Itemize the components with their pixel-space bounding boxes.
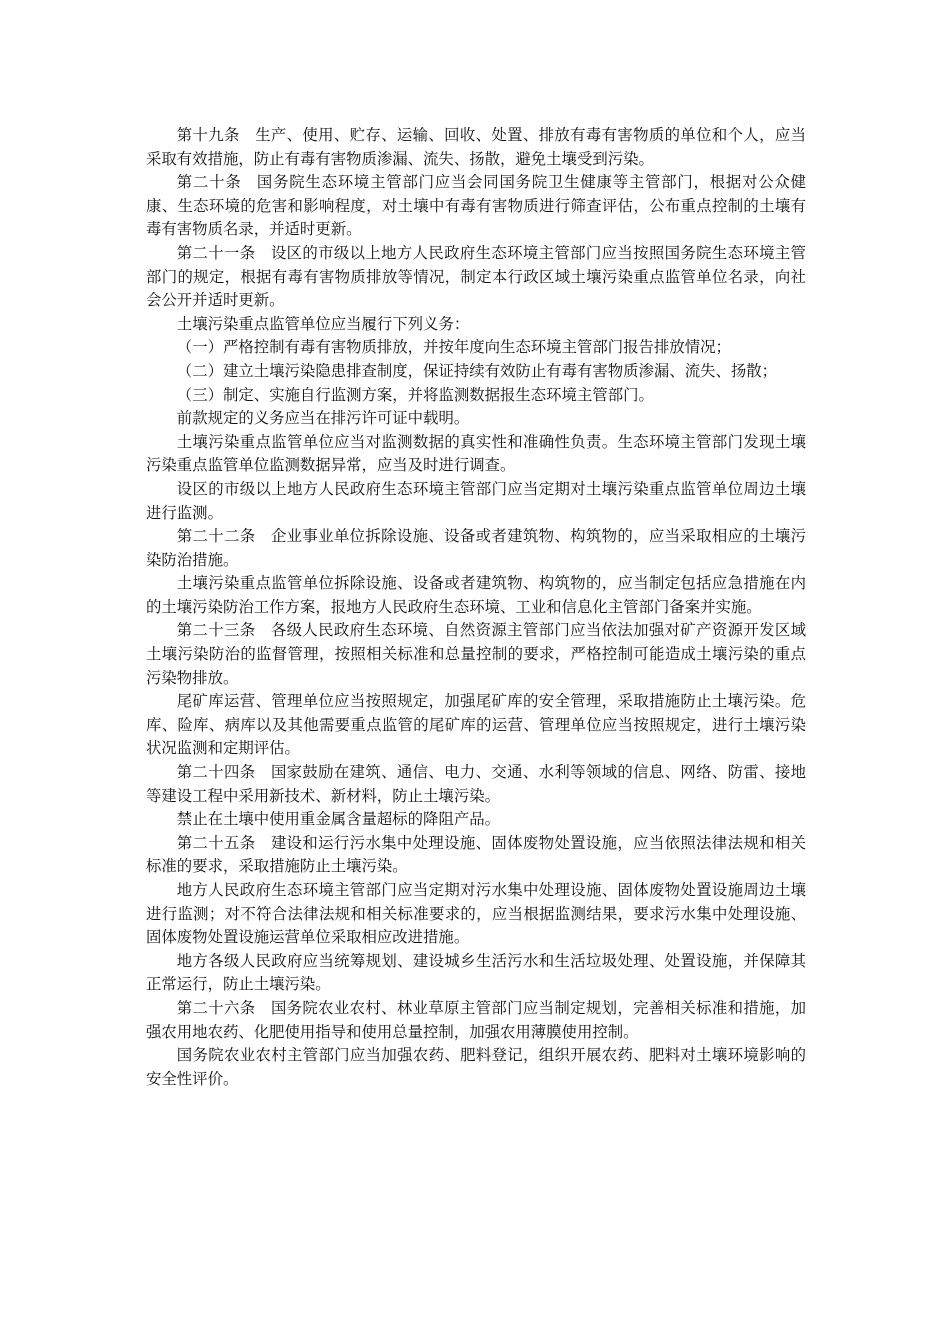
article-paragraph: [146, 761, 806, 808]
clause-paragraph: [146, 384, 806, 408]
clause-paragraph: [146, 431, 806, 478]
clause-paragraph: [146, 572, 806, 619]
article-paragraph: [146, 171, 806, 242]
paragraph-text: 前款规定的义务应当在排污许可证中载明。: [176, 409, 470, 428]
article-number: 第二十条: [176, 173, 242, 192]
article-paragraph: [146, 124, 806, 171]
article-number: 第二十六条: [176, 998, 256, 1017]
clause-paragraph: [146, 690, 806, 761]
clause-paragraph: [146, 478, 806, 525]
paragraph-text: 土壤污染重点监管单位应当履行下列义务：: [176, 314, 470, 333]
article-number: 第二十三条: [176, 621, 256, 640]
article-number: 第十九条: [176, 126, 240, 144]
paragraph-text: 土壤污染重点监管单位应当对监测数据的真实性和准确性负责。生态环境主管部门发现土壤污染重点监管单位监测数据异常，应当及时进行调查。: [146, 432, 806, 475]
paragraph-text: 地方各级人民政府应当统筹规划、建设城乡生活污水和生活垃圾处理、处置设施，并保障其正常运行，防止土壤污染。: [146, 951, 806, 994]
paragraph-text: 禁止在土壤中使用重金属含量超标的降阻产品。: [176, 810, 501, 829]
paragraph-text: （一）严格控制有毒有害物质排放，并按年度向生态环境主管部门报告排放情况；: [176, 338, 731, 357]
article-number: 第二十二条: [176, 527, 256, 546]
paragraph-text: 尾矿库运营、管理单位应当按照规定，加强尾矿库的安全管理，采取措施防止土壤污染。危库、险库、病库以及其他需要重点监管的尾矿库的运营、管理单位应当按照规定，进行土壤污染状况监测和定期评估。: [146, 692, 806, 758]
paragraph-text: 国务院生态环境主管部门应当会同国务院卫生健康等主管部门，根据对公众健康、生态环境的危害和影响程度，对土壤中有毒有害物质进行筛查评估，公布重点控制的土壤有毒有害物质名录，并适时更新。: [146, 173, 806, 239]
clause-paragraph: [146, 313, 806, 337]
paragraph-text: 生产、使用、贮存、运输、回收、处置、排放有毒有害物质的单位和个人，应当采取有效措施，防止有毒有害物质渗漏、流失、扬散，避免土壤受到污染。: [146, 126, 806, 168]
paragraph-text: 各级人民政府生态环境、自然资源主管部门应当依法加强对矿产资源开发区域土壤污染防治的监督管理，按照相关标准和总量控制的要求，严格控制可能造成土壤污染的重点污染物排放。: [146, 621, 806, 687]
document-body: [146, 124, 806, 1091]
paragraph-text: 建设和运行污水集中处理设施、固体废物处置设施，应当依照法律法规和相关标准的要求，采取措施防止土壤污染。: [146, 833, 806, 876]
paragraph-text: 地方人民政府生态环境主管部门应当定期对污水集中处理设施、固体废物处置设施周边土壤进行监测；对不符合法律法规和相关标准要求的，应当根据监测结果，要求污水集中处理设施、固体废物处置设施运营单位采取相应改进措施。: [146, 881, 806, 947]
paragraph-text: 土壤污染重点监管单位拆除设施、设备或者建筑物、构筑物的，应当制定包括应急措施在内的土壤污染防治工作方案，报地方人民政府生态环境、工业和信息化主管部门备案并实施。: [146, 574, 806, 616]
clause-paragraph: [146, 336, 806, 360]
clause-paragraph: [146, 950, 806, 997]
paragraph-text: 企业事业单位拆除设施、设备或者建筑物、构筑物的，应当采取相应的土壤污染防治措施。: [146, 527, 806, 569]
article-paragraph: [146, 242, 806, 313]
article-paragraph: [146, 997, 806, 1044]
paragraph-text: 设区的市级以上地方人民政府生态环境主管部门应当按照国务院生态环境主管部门的规定，根据有毒有害物质排放等情况，制定本行政区域土壤污染重点监管单位名录，向社会公开并适时更新。: [146, 243, 806, 310]
paragraph-text: （三）制定、实施自行监测方案，并将监测数据报生态环境主管部门。: [176, 385, 654, 404]
article-number: 第二十四条: [176, 763, 256, 782]
clause-paragraph: [146, 360, 806, 384]
clause-paragraph: [146, 1044, 806, 1091]
article-paragraph: [146, 832, 806, 879]
clause-paragraph: [146, 808, 806, 832]
clause-paragraph: [146, 879, 806, 950]
paragraph-text: （二）建立土壤污染隐患排查制度，保证持续有效防止有毒有害物质渗漏、流失、扬散；: [176, 361, 778, 380]
paragraph-text: 国务院农业农村、林业草原主管部门应当制定规划，完善相关标准和措施，加强农用地农药、化肥使用指导和使用总量控制，加强农用薄膜使用控制。: [146, 998, 806, 1041]
article-number: 第二十一条: [176, 243, 256, 262]
paragraph-text: 国务院农业农村主管部门应当加强农药、肥料登记，组织开展农药、肥料对土壤环境影响的安全性评价。: [146, 1046, 806, 1088]
paragraph-text: 国家鼓励在建筑、通信、电力、交通、水利等领域的信息、网络、防雷、接地等建设工程中采用新技术、新材料，防止土壤污染。: [146, 763, 806, 805]
article-paragraph: [146, 525, 806, 572]
article-number: 第二十五条: [176, 833, 256, 852]
paragraph-text: 设区的市级以上地方人民政府生态环境主管部门应当定期对土壤污染重点监管单位周边土壤进行监测。: [146, 479, 806, 522]
article-paragraph: [146, 619, 806, 690]
clause-paragraph: [146, 407, 806, 431]
